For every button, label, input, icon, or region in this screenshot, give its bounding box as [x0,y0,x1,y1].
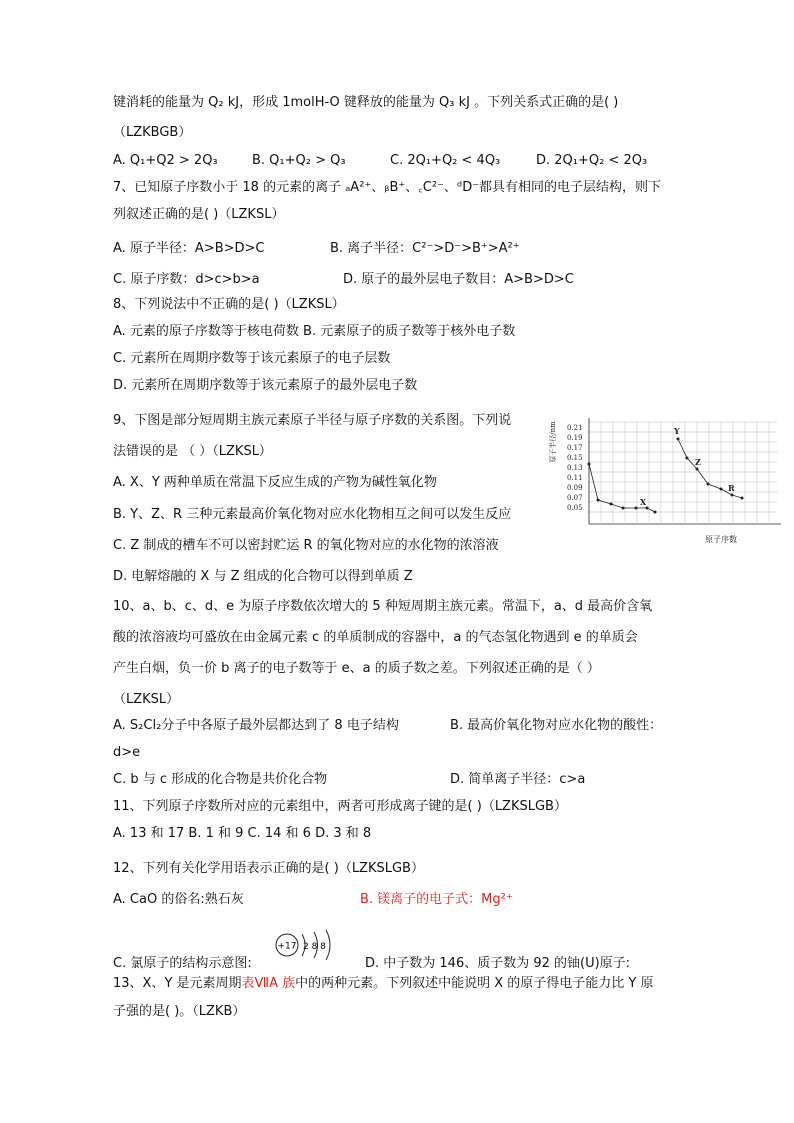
q9-option-b: B. Y、Z、R 三种元素最高价氧化物对应水化物相互之间可以发生反应 [113,507,512,522]
q8-options-ab: A. 元素的原子序数等于核电荷数 B. 元素原子的质子数等于核外电子数 [113,324,516,339]
q12-option-c: C. 氯原子的结构示意图: [113,956,252,971]
q13-stem-line2: 子强的是( )。（LZKB） [113,1004,246,1019]
q10-stem-line1: 10、a、b、c、d、e 为原子序数依次增大的 5 种短周期主族元素。常温下，a、d 最高价含氧 [113,599,653,614]
ytick-1: 0.19 [567,434,583,442]
q13-text-highlight: 表ⅦA 族 [241,976,296,991]
q8-option-d: D. 元素所在周期序数等于该元素原子的最外层电子数 [113,378,418,393]
q10-option-d: D. 简单离子半径：c>a [450,772,586,787]
q7-stem-line2: 列叙述正确的是( )（LZKSL） [113,207,285,222]
q7-stem-line1: 7、已知原子序数小于 18 的元素的离子 ₐA²⁺、ᵦB⁺、꜀C²⁻、ᵈD⁻都具有相同的电子层结构，则下 [113,180,662,195]
label-z: Z [695,457,701,467]
ytick-6: 0.09 [567,484,583,492]
q10-option-b-cont: d>e [113,745,141,760]
q6-option-b: B. Q₁+Q₂ > Q₃ [252,153,346,168]
label-r: R [728,483,735,493]
ytick-5: 0.11 [567,474,583,482]
q7-option-d: D. 原子的最外层电子数目：A>B>D>C [343,272,574,287]
q6-option-a: A. Q₁+Q2 > 2Q₃ [113,153,218,168]
ytick-3: 0.15 [567,454,583,462]
ytick-8: 0.05 [567,504,583,512]
atom-nucleus: +17 [277,941,297,952]
q10-option-c: C. b 与 c 形成的化合物是共价化合物 [113,772,328,787]
q8-option-c: C. 元素所在周期序数等于该元素原子的电子层数 [113,351,391,366]
q11-stem: 11、下列原子序数所对应的元素组中，两者可形成离子键的是( )（LZKSLGB） [113,799,567,814]
line-q6-stem: 键消耗的能量为 Q₂ kJ，形成 1molH-O 键释放的能量为 Q₃ kJ 。下列关系式正确的是( ) [113,95,619,110]
q8-stem: 8、下列说法中不正确的是( )（LZKSL） [113,297,345,312]
q10-option-a: A. S₂Cl₂分子中各原子最外层都达到了 8 电子结构 [113,718,399,733]
q9-option-c: C. Z 制成的槽车不可以密封贮运 R 的氧化物对应的水化物的浓溶液 [113,538,499,553]
q11-options: A. 13 和 17 B. 1 和 9 C. 14 和 6 D. 3 和 8 [113,826,372,841]
q9-stem-line1: 9、下图是部分短周期主族元素原子半径与原子序数的关系图。下列说 [113,413,512,428]
ytick-7: 0.07 [567,494,583,502]
graph-xlabel: 原子序数 [705,535,737,544]
q13-text-pre: 13、X、Y 是元素周期 [113,976,242,991]
q10-stem-line3: 产生白烟，负一价 b 离子的电子数等于 e、a 的质子数之差。下列叙述正确的是（ ） [113,661,600,676]
q12-option-a: A. CaO 的俗名:熟石灰 [113,892,244,907]
q10-option-b: B. 最高价氧化物对应水化物的酸性： [450,718,663,733]
q13-stem-line1 [113,976,654,992]
q12-option-d: D. 中子数为 146、质子数为 92 的铀(U)原子: [365,956,631,971]
ytick-0: 0.21 [567,424,583,432]
graph-ylabel: 原子半径/nm [549,421,557,463]
ytick-2: 0.17 [567,444,583,452]
q12-stem: 12、下列有关化学用语表示正确的是( )（LZKSLGB） [113,861,424,876]
q6-option-c: C. 2Q₁+Q₂ < 4Q₃ [390,153,501,168]
q10-stem-line2: 酸的浓溶液均可盛放在由金属元素 c 的单质制成的容器中，a 的气态氢化物遇到 e 的单质会 [113,630,638,645]
q12-option-b: B. 镁离子的电子式：Mg²⁺ [360,892,513,907]
ytick-4: 0.13 [567,464,583,472]
q6-option-d: D. 2Q₁+Q₂ < 2Q₃ [536,153,648,168]
atomic-radius-graph [545,412,785,554]
q7-option-c: C. 原子序数：d>c>b>a [113,272,260,287]
q9-stem-line2: 法错误的是 （ ）（LZKSL） [113,444,272,459]
q9-option-a: A. X、Y 两种单质在常温下反应生成的产物为碱性氧化物 [113,475,437,490]
q10-tag: （LZKSL） [113,692,180,707]
label-y: Y [674,426,680,436]
q13-text-post: 中的两种元素。下列叙述中能说明 X 的原子得电子能力比 Y 原 [295,976,654,991]
line-q6-tag: （LZKBGB） [113,125,192,140]
label-x: X [640,497,647,507]
chlorine-atom-structure-diagram [272,929,346,971]
q9-option-d: D. 电解熔融的 X 与 Z 组成的化合物可以得到单质 Z [113,569,413,584]
q7-option-b: B. 离子半径：C²⁻>D⁻>B⁺>A²⁺ [330,241,520,256]
q7-option-a: A. 原子半径：A>B>D>C [113,241,265,256]
atom-shells: 2 8 8 [303,942,326,952]
